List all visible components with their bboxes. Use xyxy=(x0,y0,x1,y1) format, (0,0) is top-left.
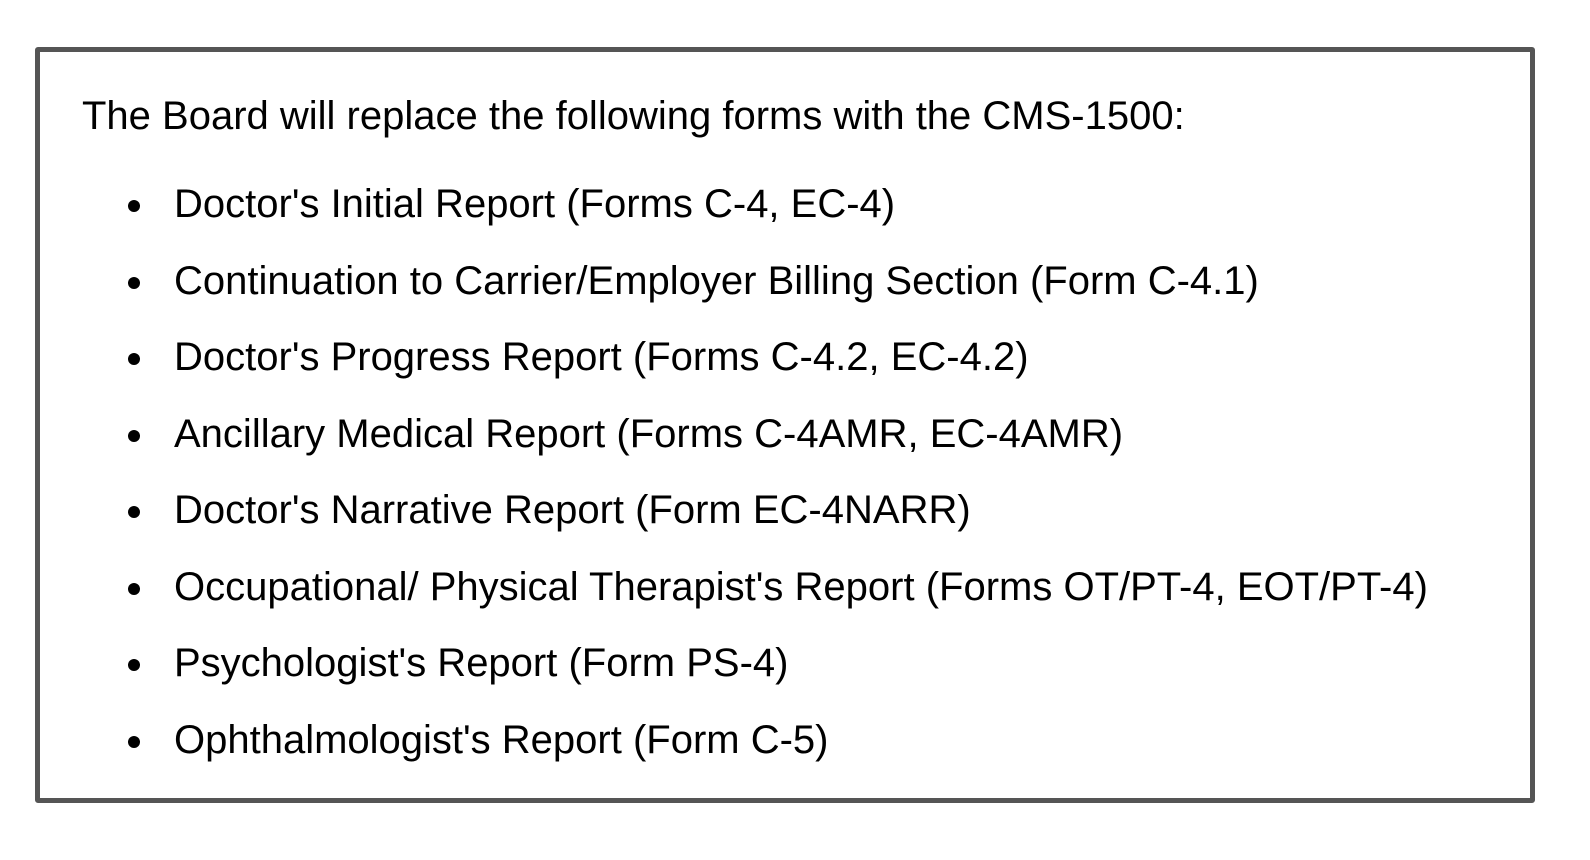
bullet-icon xyxy=(128,506,140,518)
bullet-icon xyxy=(128,200,140,212)
list-item-text: Ancillary Medical Report (Forms C-4AMR, EC-4AMR) xyxy=(174,411,1124,456)
list-item-text: Doctor's Progress Report (Forms C-4.2, EC-4.2) xyxy=(174,335,1029,379)
bullet-icon xyxy=(128,277,140,289)
list-item-text: Doctor's Initial Report (Forms C-4, EC-4) xyxy=(174,182,896,226)
bullet-icon xyxy=(128,583,140,595)
list-item-text: Psychologist's Report (Form PS-4) xyxy=(174,641,789,685)
list-item-text: Ophthalmologist's Report (Form C-5) xyxy=(174,717,829,762)
bullet-icon xyxy=(128,659,140,671)
bullet-icon xyxy=(128,430,140,442)
list-item-text: Continuation to Carrier/Employer Billing Section (Form C-4.1) xyxy=(174,258,1259,303)
bullet-icon xyxy=(128,736,140,748)
list-item-text: Occupational/ Physical Therapist's Report (Forms OT/PT-4, EOT/PT-4) xyxy=(174,564,1428,609)
list-item-text: Doctor's Narrative Report (Form EC-4NARR) xyxy=(174,488,971,532)
intro-text: The Board will replace the following forms with the CMS-1500: xyxy=(82,94,1185,138)
notice-box xyxy=(35,47,1535,803)
bullet-icon xyxy=(128,353,140,365)
